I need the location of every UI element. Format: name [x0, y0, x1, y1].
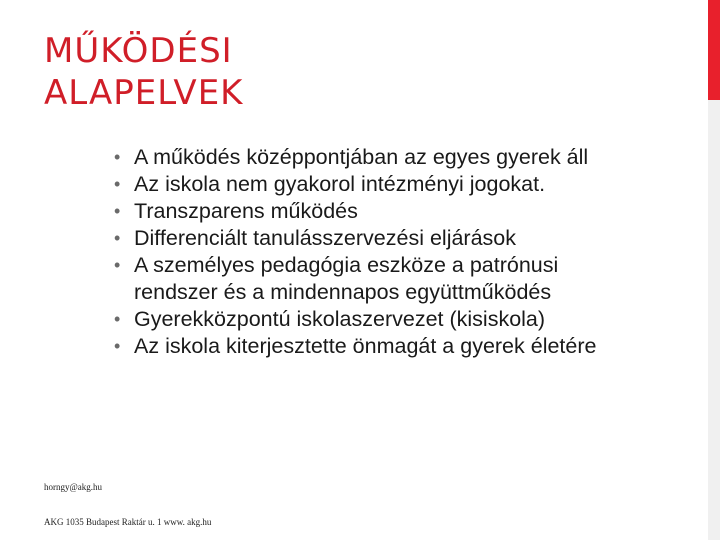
- bullet-list: [114, 144, 634, 360]
- bullet-item: • A személyes pedagógia eszköze a patrónusi rendszer és a mindennapos együttműködés: [114, 252, 634, 306]
- bullet-item: • Gyerekközpontú iskolaszervezet (kisiskola): [114, 306, 634, 333]
- title-line-1: MŰKÖDÉSI: [44, 31, 233, 71]
- bullet-item: • Differenciált tanulásszervezési eljárások: [114, 225, 634, 252]
- title-line-2: ALAPELVEK: [44, 73, 244, 113]
- bullet-item: • Az iskola kiterjesztette önmagát a gyerek életére: [114, 333, 634, 360]
- bullet-item: • A működés középpontjában az egyes gyerek áll: [114, 144, 634, 171]
- bullet-item: • Transzparens működés: [114, 198, 634, 225]
- footer-email: horngy@akg.hu: [44, 482, 103, 492]
- accent-bar: [708, 0, 720, 100]
- footer-address: AKG 1035 Budapest Raktár u. 1 www. akg.hu: [44, 517, 212, 527]
- bullet-item: • Az iskola nem gyakorol intézményi jogokat.: [114, 171, 634, 198]
- slide-title: [44, 30, 644, 114]
